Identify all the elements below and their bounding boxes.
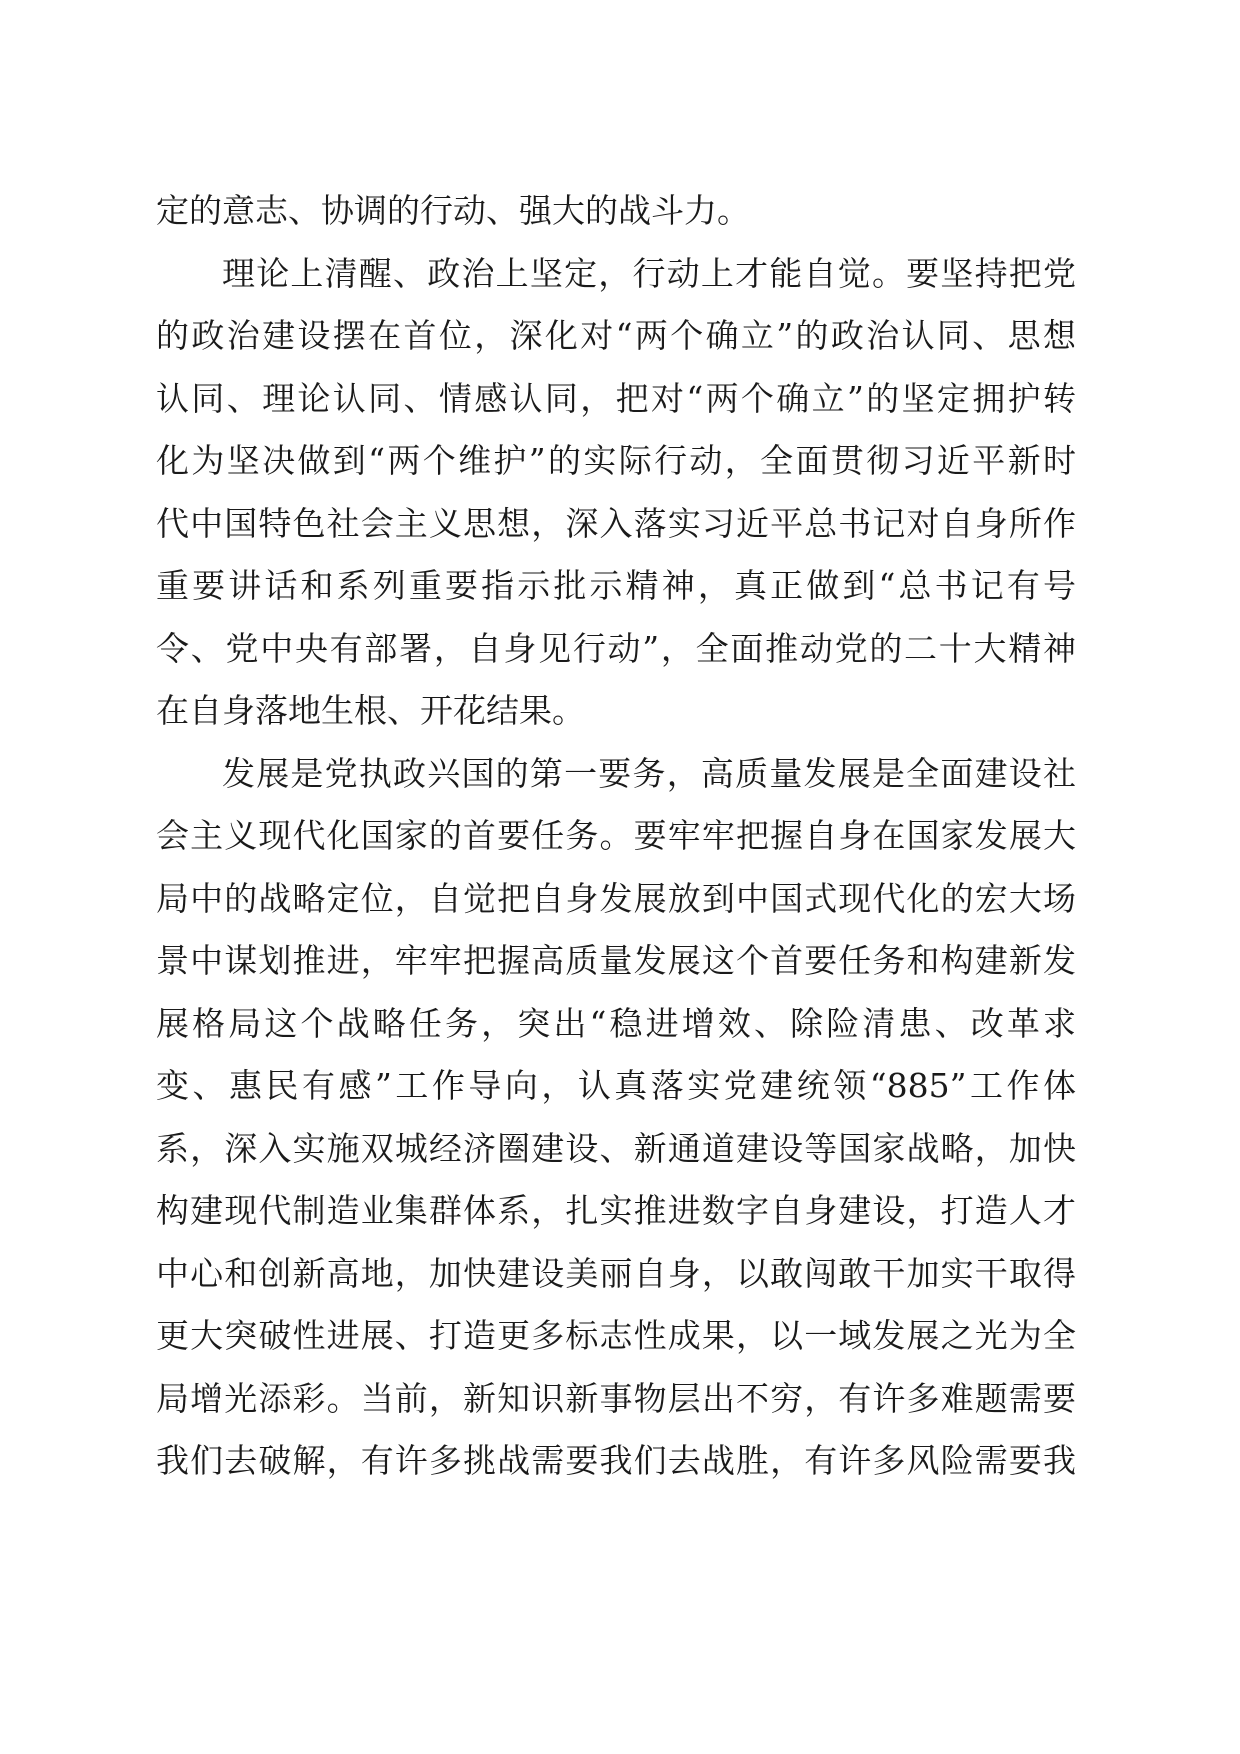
text-line: 景中谋划推进，牢牢把握高质量发展这个首要任务和构建新发 [156,941,1076,980]
text-line: 局中的战略定位，自觉把自身发展放到中国式现代化的宏大场 [156,878,1076,918]
text-line: 理论上清醒、政治上坚定，行动上才能自觉。要坚持把党 [222,253,1076,293]
paragraph-3 [156,743,1076,1493]
text-line: 认同、理论认同、情感认同，把对“两个确立”的坚定拥护转 [156,378,1076,418]
paragraph-1 [156,180,1076,243]
text-line: 在自身落地生根、开花结果。 [156,691,585,730]
text-line: 代中国特色社会主义思想，深入落实习近平总书记对自身所作 [156,503,1076,543]
text-line: 展格局这个战略任务，突出“稳进增效、除险清患、改革求 [156,1003,1076,1043]
text-line: 我们去破解，有许多挑战需要我们去战胜，有许多风险需要我 [156,1441,1076,1480]
text-line: 定的意志、协调的行动、强大的战斗力。 [156,191,750,230]
text-line: 变、惠民有感”工作导向，认真落实党建统领“885”工作体 [156,1066,1076,1105]
text-line: 会主义现代化国家的首要任务。要牢牢把握自身在国家发展大 [156,816,1076,855]
text-line: 局增光添彩。当前，新知识新事物层出不穷，有许多难题需要 [156,1378,1076,1418]
text-line: 系，深入实施双城经济圈建设、新通道建设等国家战略，加快 [156,1128,1076,1168]
text-line: 的政治建设摆在首位，深化对“两个确立”的政治认同、思想 [156,316,1076,355]
text-line: 重要讲话和系列重要指示批示精神，真正做到“总书记有号 [156,566,1076,605]
text-line: 化为坚决做到“两个维护”的实际行动，全面贯彻习近平新时 [156,441,1076,480]
document-body [156,180,1076,1493]
paragraph-2 [156,243,1076,743]
text-line: 中心和创新高地，加快建设美丽自身，以敢闯敢干加实干取得 [156,1253,1076,1293]
text-line: 令、党中央有部署，自身见行动”，全面推动党的二十大精神 [156,628,1076,668]
text-line: 构建现代制造业集群体系，扎实推进数字自身建设，打造人才 [156,1191,1076,1230]
text-line: 更大突破性进展、打造更多标志性成果，以一域发展之光为全 [156,1316,1076,1355]
text-line: 发展是党执政兴国的第一要务，高质量发展是全面建设社 [222,753,1076,793]
